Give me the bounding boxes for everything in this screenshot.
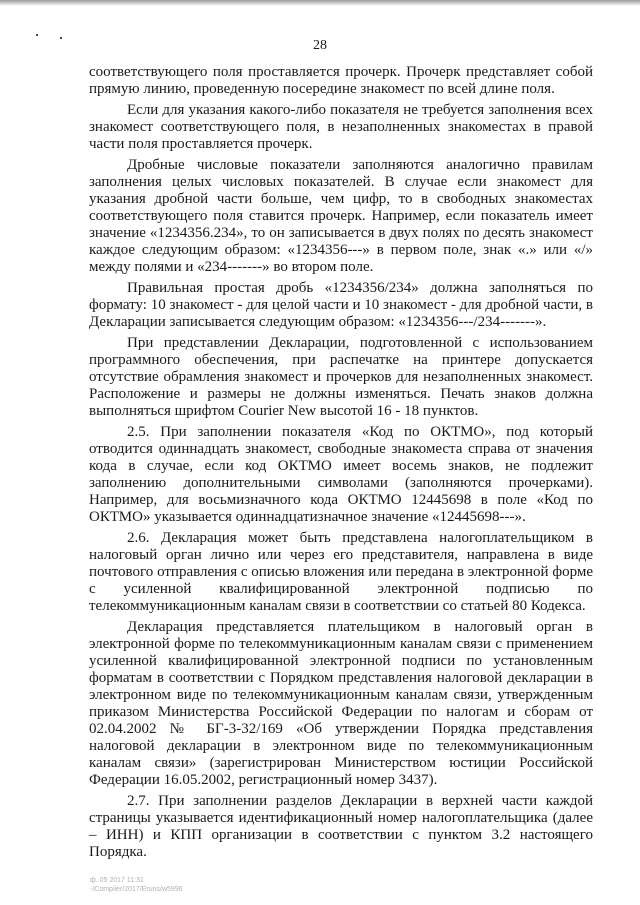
paragraph-2-7-inn-kpp: 2.7. При заполнении разделов Декларации в верхней части каждой страницы указывается идентификационный номер налогоплательщика (далее – ИНН) и КПП организации в соответствии с пунктом 3.2 настоящего Порядка. (89, 793, 593, 860)
paragraph-software-printing: При представлении Декларации, подготовленной с использованием программного обеспечения, при распечатке на принтере допускается отсутствие обрамления знакомест и прочерков для незаполненных знакомест. Расположение и размеры не должны изменяться. Печать знаков должна выполняться шрифтом Courier New высотой 16 - 18 пунктов. (89, 335, 593, 419)
page-number: 28 (313, 38, 327, 53)
paragraph-electronic-submission: Декларация представляется плательщиком в налоговый орган в электронной форме по телекоммуникационным каналам связи с применением усиленной квалифицированной электронной подписи по установленным форматам в соответствии с Порядком представления налоговой декларации в электронном виде по телекоммуникационным каналам связи, утвержденным приказом Министерства Российской Федерации по налогам и сборам от 02.04.2002 № БГ-3-32/169 «Об утверждении Порядка представления налоговой декларации в электронном виде по телекоммуникационным каналам связи» (зарегистрирован Министерством юстиции Российской Федерации 16.05.2002, регистрационный номер 3437). (89, 619, 593, 788)
scan-top-edge (0, 0, 640, 6)
footer-stamp-line: ф. 05 2017 11:31 (90, 877, 144, 884)
paragraph-2-6-submission: 2.6. Декларация может быть представлена налогоплательщиком в налоговый орган лично или через его представителя, направлена в виде почтового отправления с описью вложения или передана в электронной форме с усиленной квалифицированной электронной подписью по телекоммуникационным каналам связи в соответствии со статьей 80 Кодекса. (89, 530, 593, 614)
paragraph-unfilled-cells: Если для указания какого-либо показателя не требуется заполнения всех знакомест соответствующего поля, в незаполненных знакоместах в правой части поля проставляется прочерк. (89, 102, 593, 152)
paragraph-2-5-oktmo: 2.5. При заполнении показателя «Код по ОКТМО», под который отводится одиннадцать знакомест, свободные знакоместа справа от значения кода в случае, если код ОКТМО имеет восемь знаков, не подлежит заполнению дополнительными символами (заполняются прочерками). Например, для восьмизначного кода ОКТМО 12445698 в поле «Код по ОКТМО» указывается одиннадцатизначное значение «12445698---». (89, 424, 593, 525)
footer-stamp (90, 876, 183, 894)
scan-speck (36, 34, 38, 36)
paragraph-fractional-indicators: Дробные числовые показатели заполняются аналогично правилам заполнения целых числовых показателей. В случае если знакомест для указания дробной части больше, чем цифр, то в свободных знакоместах соответствующего поля ставится прочерк. Например, если показатель имеет значение «1234356.234», то он записывается в двух полях по десять знакомест каждое следующим образом: «1234356---» в первом поле, знак «.» или «/» между полями и «234-------» во втором поле. (89, 157, 593, 275)
footer-stamp-line: -/Compiler/2017/Eruns/w5996 (90, 886, 183, 893)
document-body (89, 64, 593, 861)
paragraph-proper-fraction: Правильная простая дробь «1234356/234» должна заполняться по формату: 10 знакомест - для целой части и 10 знакомест - для дробной части, в Декларации записывается следующим образом: «1234356---/234-------». (89, 280, 593, 330)
paragraph-field-dash-continuation: соответствующего поля проставляется прочерк. Прочерк представляет собой прямую линию, проведенную посередине знакомест по всей длине поля. (89, 64, 593, 97)
